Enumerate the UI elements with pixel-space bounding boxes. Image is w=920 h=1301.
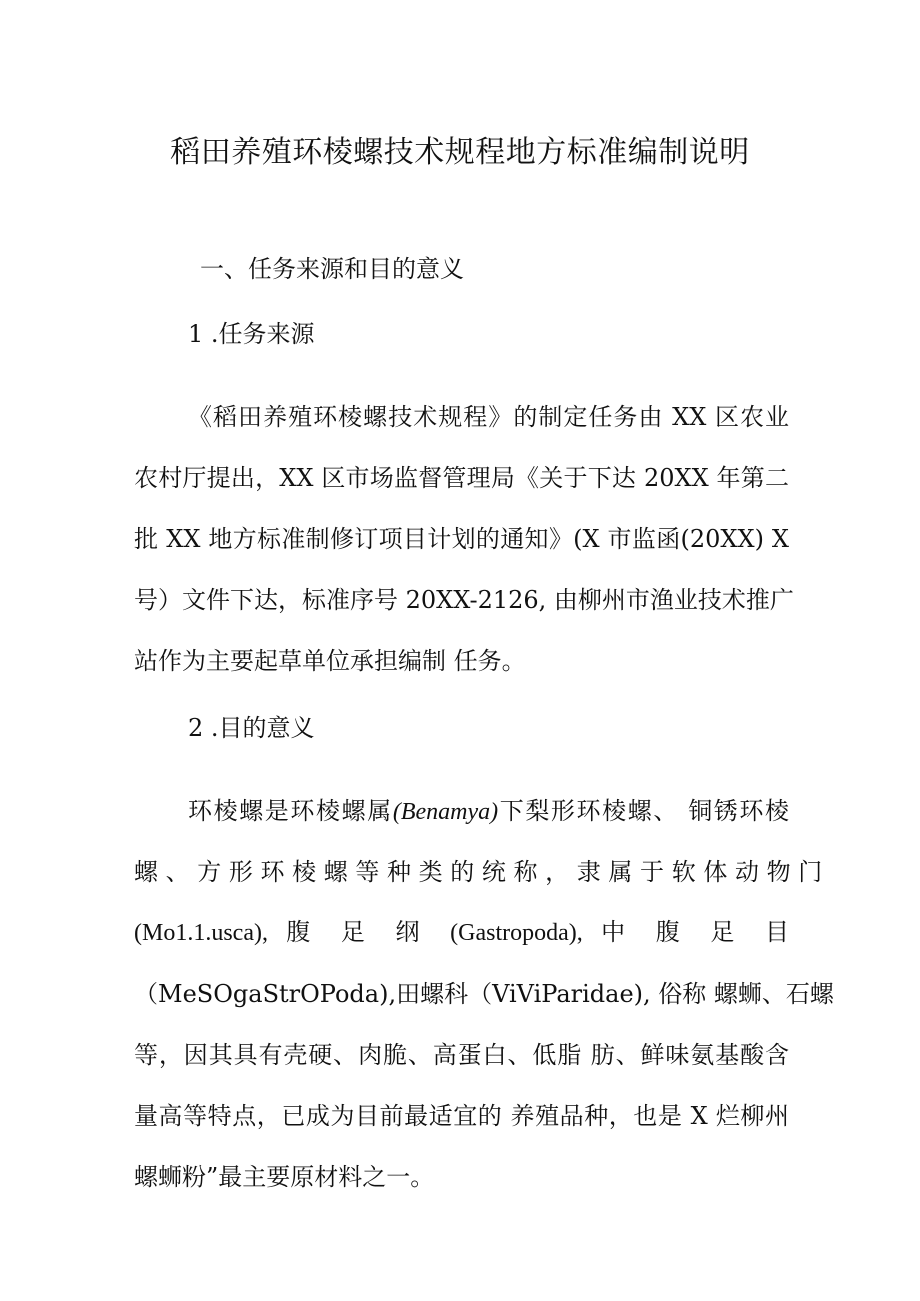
genus-name: (Benamya) [392,799,499,825]
paragraph-line: 等，因其具有壳硬、肉脆、高蛋白、低脂 肪、鲜味氨基酸含 [134,1041,789,1069]
paragraph-line: 站作为主要起草单位承担编制 任务。 [134,647,526,675]
subsection-heading-purpose: 2 .目的意义 [188,714,315,742]
text-run: 环棱螺是环棱螺属 [188,797,393,825]
section-heading-task-source-and-purpose: 一、任务来源和目的意义 [200,255,464,283]
paragraph-line: 《稻田养殖环棱螺技术规程》的制定任务由 XX 区农业 [188,403,789,431]
text-run: 下梨形环棱螺、 铜锈环棱 [498,797,789,825]
paragraph-line: 批 XX 地方标准制修订项目计划的通知》(X 市监函(20XX) X [134,525,789,553]
paragraph-line: (Mo1.1.usca), 腹 足 纲 (Gastropoda), 中 腹 足 目 [134,920,789,946]
paragraph-line: 农村厅提出，XX 区市场监督管理局《关于下达 20XX 年第二 [134,464,789,492]
paragraph-line [188,795,789,828]
paragraph-line: 号）文件下达，标准序号 20XX-2126, 由柳州市渔业技术推广 [134,586,794,614]
subsection-heading-task-source: 1 .任务来源 [188,320,315,348]
paragraph-line: 量高等特点，已成为目前最适宜的 养殖品种，也是 X 烂柳州 [134,1102,789,1130]
paragraph-line: （MeSOgaStrOPoda),田螺科（ViViParidae), 俗称 螺蛳、石螺 [134,980,834,1008]
paragraph-line: 螺 、 方 形 环 棱 螺 等 种 类 的 统 称 ， 隶 属 于 软 体 动 物 门 [134,858,823,886]
document-title: 稻田养殖环棱螺技术规程地方标准编制说明 [170,135,750,170]
paragraph-line: 螺蛳粉”最主要原材料之一。 [134,1163,435,1191]
